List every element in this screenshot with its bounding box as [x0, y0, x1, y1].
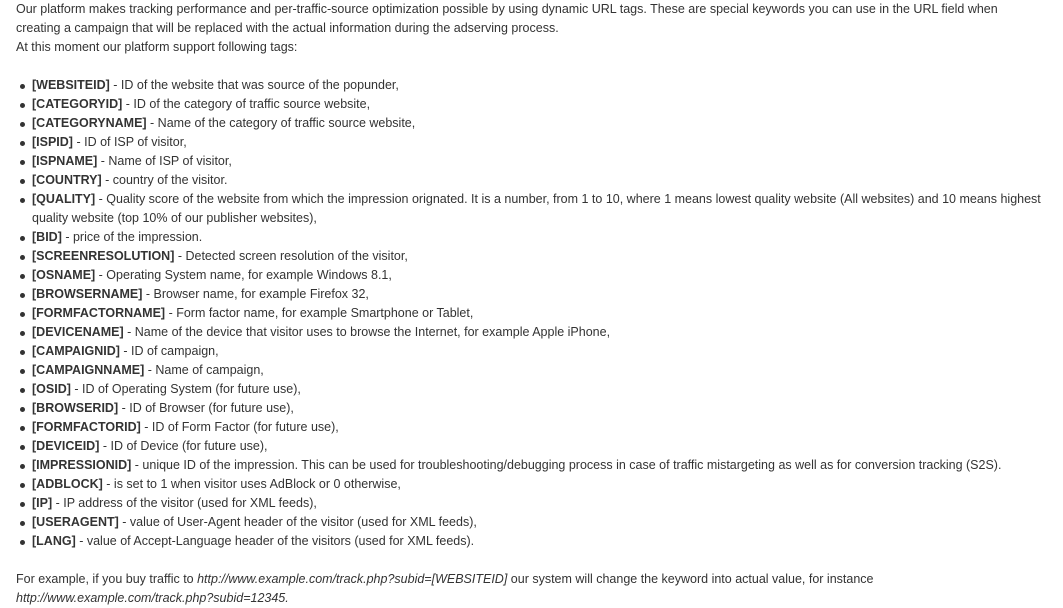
tag-description: - Operating System name, for example Windows 8.1, [95, 268, 392, 282]
tag-list-item [32, 361, 1056, 380]
tag-list-item [32, 285, 1056, 304]
tag-keyword: [LANG] [32, 534, 76, 548]
tag-description: - ID of Operating System (for future use), [70, 382, 301, 396]
tag-list-item [32, 418, 1056, 437]
tag-list-item [32, 133, 1056, 152]
tag-keyword: [QUALITY] [32, 192, 96, 206]
tag-list-item [32, 114, 1056, 133]
tag-keyword: [FORMFACTORID] [32, 420, 141, 434]
document-body [16, 0, 1056, 608]
tag-keyword: [ISPNAME] [32, 154, 98, 168]
tag-list-item [32, 323, 1056, 342]
example-line-1 [16, 570, 1056, 589]
intro-line-1: Our platform makes tracking performance and per-traffic-source optimization possible by using dynamic URL tags. These are special keywords you can use in the URL field when [16, 2, 998, 16]
tag-list-item [32, 76, 1056, 95]
tag-list-item [32, 247, 1056, 266]
tag-list-item [32, 228, 1056, 247]
tag-description: - ID of the website that was source of the popunder, [109, 78, 399, 92]
example-middle: our system will change the keyword into actual value, for instance [507, 572, 874, 586]
tag-list-item [32, 437, 1056, 456]
tag-description: - Browser name, for example Firefox 32, [142, 287, 369, 301]
tag-description: - Detected screen resolution of the visitor, [174, 249, 408, 263]
tag-description: - ID of the category of traffic source website, [122, 97, 371, 111]
tag-list-item [32, 532, 1056, 551]
tag-description: - ID of Browser (for future use), [118, 401, 294, 415]
tag-list [16, 76, 1056, 551]
tag-description: - Name of the category of traffic source website, [146, 116, 416, 130]
tag-keyword: [CAMPAIGNID] [32, 344, 120, 358]
tag-keyword: [CATEGORYID] [32, 97, 123, 111]
example-paragraph [16, 570, 1056, 608]
intro-paragraph [16, 0, 1056, 57]
tag-list-item [32, 475, 1056, 494]
tag-keyword: [DEVICEID] [32, 439, 100, 453]
tag-list-item [32, 190, 1056, 228]
tag-keyword: [FORMFACTORNAME] [32, 306, 166, 320]
tag-list-item [32, 152, 1056, 171]
tag-description: - is set to 1 when visitor uses AdBlock or 0 otherwise, [102, 477, 401, 491]
tag-keyword: [SCREENRESOLUTION] [32, 249, 175, 263]
tag-keyword: [BROWSERID] [32, 401, 119, 415]
tag-description: - country of the visitor. [101, 173, 228, 187]
tag-description: - ID of ISP of visitor, [72, 135, 187, 149]
tag-description: - Form factor name, for example Smartphone or Tablet, [165, 306, 474, 320]
tag-list-item [32, 513, 1056, 532]
tag-description: - ID of campaign, [119, 344, 219, 358]
example-url-result: http://www.example.com/track.php?subid=12345 [16, 591, 286, 605]
tag-keyword: [BID] [32, 230, 62, 244]
tag-keyword: [COUNTRY] [32, 173, 102, 187]
tag-keyword: [ADBLOCK] [32, 477, 103, 491]
tag-list-item [32, 171, 1056, 190]
tag-list-item [32, 95, 1056, 114]
tag-description: - value of User-Agent header of the visitor (used for XML feeds), [118, 515, 477, 529]
example-prefix: For example, if you buy traffic to [16, 572, 198, 586]
tag-description: - unique ID of the impression. This can be used for troubleshooting/debugging process in case of traffic mistargeting as well as for conversion tracking (S2S). [131, 458, 1002, 472]
tag-list-item [32, 304, 1056, 323]
tag-keyword: [BROWSERNAME] [32, 287, 143, 301]
tag-keyword: [OSNAME] [32, 268, 96, 282]
tag-keyword: [CATEGORYNAME] [32, 116, 147, 130]
intro-line-2: creating a campaign that will be replaced with the actual information during the adserving process. [16, 21, 559, 35]
tag-keyword: [IMPRESSIONID] [32, 458, 132, 472]
tag-list-item [32, 494, 1056, 513]
tag-list-item [32, 342, 1056, 361]
tag-description: - Name of the device that visitor uses to browse the Internet, for example Apple iPhone, [123, 325, 611, 339]
example-suffix: . [285, 591, 289, 605]
tag-keyword: [OSID] [32, 382, 71, 396]
tag-list-item [32, 380, 1056, 399]
tag-keyword: [ISPID] [32, 135, 73, 149]
tag-list-item [32, 456, 1056, 475]
tag-keyword: [WEBSITEID] [32, 78, 110, 92]
tag-description: - value of Accept-Language header of the visitors (used for XML feeds). [75, 534, 475, 548]
example-line-2 [16, 589, 1056, 608]
tag-keyword: [DEVICENAME] [32, 325, 124, 339]
tag-description: - ID of Form Factor (for future use), [140, 420, 339, 434]
tag-description: - Name of ISP of visitor, [97, 154, 232, 168]
tag-keyword: [IP] [32, 496, 53, 510]
tag-keyword: [USERAGENT] [32, 515, 119, 529]
tag-description: - ID of Device (for future use), [99, 439, 268, 453]
intro-line-3: At this moment our platform support following tags: [16, 40, 298, 54]
tag-list-item [32, 399, 1056, 418]
tag-description: - price of the impression. [61, 230, 203, 244]
tag-description: - Name of campaign, [144, 363, 264, 377]
tag-list-item [32, 266, 1056, 285]
tag-keyword: [CAMPAIGNNAME] [32, 363, 145, 377]
example-url-template: http://www.example.com/track.php?subid=[WEBSITEID] [197, 572, 508, 586]
tag-description: - IP address of the visitor (used for XML feeds), [52, 496, 317, 510]
tag-description: - Quality score of the website from which the impression orignated. It is a number, from 1 to 10, where 1 means lowest quality website (All websites) and 10 means highest quality website (top 10% of our publisher websites), [32, 192, 1041, 225]
